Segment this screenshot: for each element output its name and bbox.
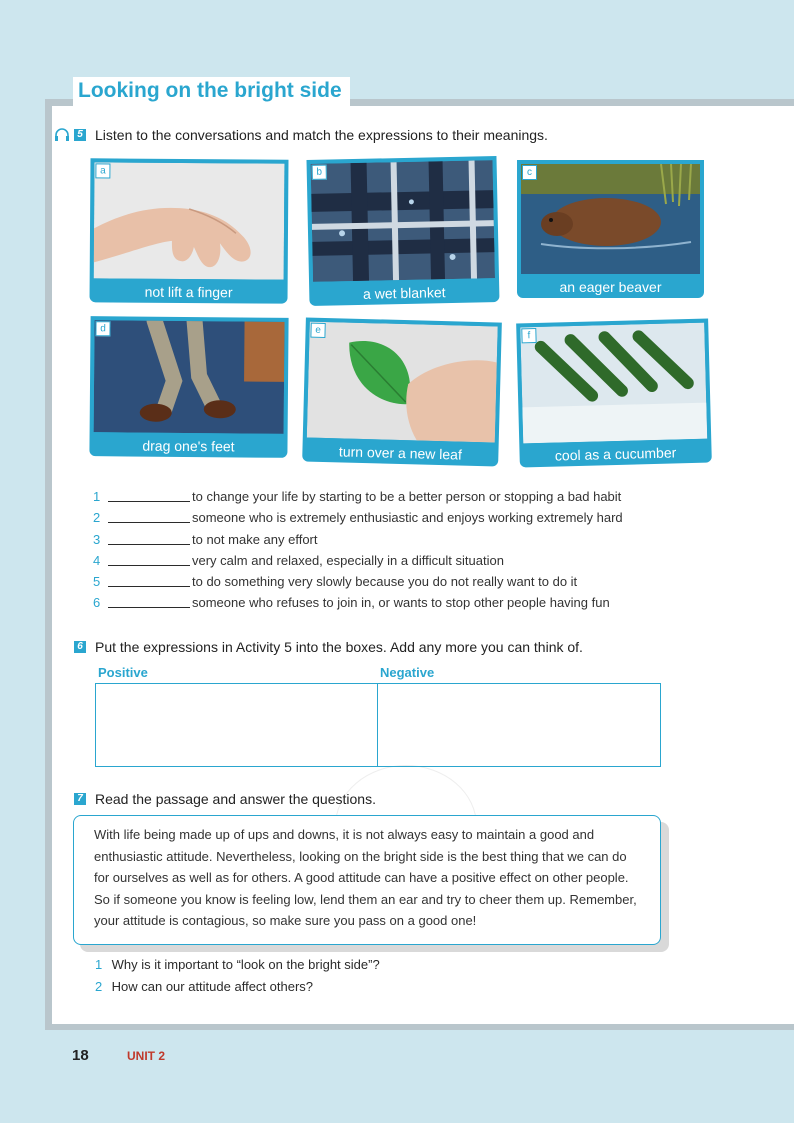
reading-passage <box>73 815 661 945</box>
question-item: 1 Why is it important to “look on the bright side”? <box>95 957 380 972</box>
question-item: 2 How can our attitude affect others? <box>95 979 314 994</box>
leaf-photo <box>307 322 498 443</box>
answer-blank[interactable] <box>108 544 190 545</box>
card-e-letter: e <box>310 323 325 338</box>
answer-blank[interactable] <box>108 522 190 523</box>
card-e <box>302 317 502 466</box>
beaver-photo <box>521 164 700 274</box>
card-e-caption: turn over a new leaf <box>338 443 463 463</box>
answer-blank[interactable] <box>108 586 190 587</box>
card-a-caption: not lift a finger <box>144 283 233 301</box>
card-f-caption: cool as a cucumber <box>554 444 677 464</box>
table-divider <box>377 683 378 767</box>
activity6-number: 6 <box>74 641 86 653</box>
unit-label: UNIT 2 <box>127 1049 166 1063</box>
card-b-letter: b <box>312 165 327 180</box>
answer-blank[interactable] <box>108 607 190 608</box>
positive-heading: Positive <box>98 665 148 680</box>
blanket-photo <box>311 160 495 282</box>
passage-text: With life being made up of ups and downs, it is not always easy to maintain a good and enthusiastic attitude. Nevertheless, looking on the bright side is the best thing that we can do for ourselves as well as for others. A good attitude can have a positive effect on other people. So if someone you know is feeling low, lend them an ear and try to cheer them up. Remember, your attitude is contagious, so make sure you pass on a good one! <box>94 827 637 928</box>
card-a <box>89 158 288 303</box>
card-d-caption: drag one's feet <box>142 437 235 455</box>
card-f-letter: f <box>521 328 536 343</box>
answer-blank[interactable] <box>108 565 190 566</box>
card-c-caption: an eager beaver <box>559 279 662 295</box>
answer-blank[interactable] <box>108 501 190 502</box>
page-title: Looking on the bright side <box>78 79 342 102</box>
hand-photo <box>94 162 285 279</box>
page-number: 18 <box>72 1047 89 1064</box>
card-d <box>89 316 288 458</box>
expressions-table <box>95 683 661 767</box>
activity6-instruction: Put the expressions in Activity 5 into the boxes. Add any more you can think of. <box>95 639 583 655</box>
headphones-icon <box>54 128 70 142</box>
activity7-instruction: Read the passage and answer the questions. <box>95 791 376 807</box>
negative-heading: Negative <box>380 665 435 680</box>
question-list <box>95 957 380 1001</box>
card-f <box>516 319 712 468</box>
feet-photo <box>94 320 285 434</box>
activity7-number: 7 <box>74 793 86 805</box>
card-c <box>517 160 704 298</box>
activity5-instruction: Listen to the conversations and match the expressions to their meanings. <box>95 127 548 143</box>
card-b-caption: a wet blanket <box>362 284 446 302</box>
card-b <box>306 156 499 306</box>
card-c-letter: c <box>522 165 537 180</box>
activity5-number: 5 <box>74 129 86 141</box>
card-a-letter: a <box>95 163 110 178</box>
cucumber-photo <box>520 323 707 444</box>
card-d-letter: d <box>95 321 110 336</box>
